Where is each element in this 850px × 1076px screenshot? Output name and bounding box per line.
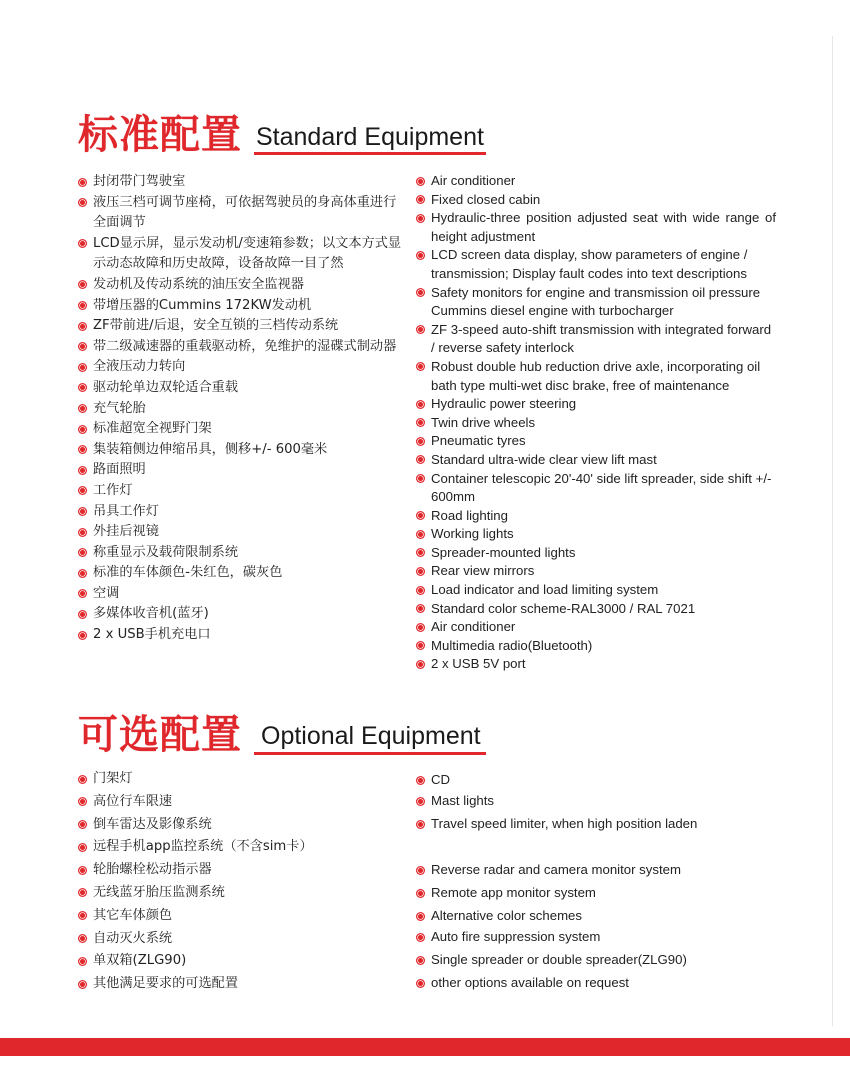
bullet-icon bbox=[78, 342, 87, 351]
list-item: Rear view mirrors bbox=[416, 562, 776, 581]
bullet-icon bbox=[78, 466, 87, 475]
list-item: Travel speed limiter, when high position laden bbox=[416, 816, 697, 832]
list-item: 无线蓝牙胎压监测系统 bbox=[78, 882, 408, 905]
list-item: 驱动轮单边双轮适合重载 bbox=[78, 378, 408, 399]
bullet-icon bbox=[416, 912, 425, 921]
list-item: 称重显示及载荷限制系统 bbox=[78, 543, 408, 564]
bullet-icon bbox=[416, 956, 425, 965]
list-item: 门架灯 bbox=[78, 768, 408, 791]
bullet-icon bbox=[78, 934, 87, 943]
list-item: 2 x USB手机充电口 bbox=[78, 625, 408, 646]
list-item: Fixed closed cabin bbox=[416, 191, 776, 210]
list-item: 高位行车限速 bbox=[78, 791, 408, 814]
list-item: 全液压动力转向 bbox=[78, 357, 408, 378]
list-item: 单双箱(ZLG90) bbox=[78, 950, 408, 973]
list-item: LCD screen data display, show parameters of engine / transmission; Display fault codes into text descriptions bbox=[416, 246, 776, 283]
bullet-icon bbox=[78, 911, 87, 920]
list-item: Road lighting bbox=[416, 507, 776, 526]
list-item: 其他满足要求的可选配置 bbox=[78, 973, 408, 996]
bullet-icon bbox=[78, 486, 87, 495]
list-item: Hydraulic power steering bbox=[416, 395, 776, 414]
bullet-icon bbox=[78, 631, 87, 640]
list-item: ZF带前进/后退，安全互锁的三档传动系统 bbox=[78, 316, 408, 337]
list-item: 标准超宽全视野门架 bbox=[78, 419, 408, 440]
list-item: Spreader-mounted lights bbox=[416, 544, 776, 563]
bullet-icon bbox=[78, 866, 87, 875]
bullet-icon bbox=[78, 178, 87, 187]
bullet-icon bbox=[416, 979, 425, 988]
list-item: 2 x USB 5V port bbox=[416, 655, 776, 674]
list-item: Alternative color schemes bbox=[416, 908, 582, 924]
list-item: 封闭带门驾驶室 bbox=[78, 172, 408, 193]
list-item: 集装箱侧边伸缩吊具，侧移+/- 600毫米 bbox=[78, 440, 408, 461]
list-item: 路面照明 bbox=[78, 460, 408, 481]
bullet-icon bbox=[78, 239, 87, 248]
list-item: Container telescopic 20'-40' side lift spreader, side shift +/- 600mm bbox=[416, 470, 776, 507]
list-item: 其它车体颜色 bbox=[78, 905, 408, 928]
standard-list-cn bbox=[78, 172, 408, 646]
list-item: 标准的车体颜色-朱红色，碳灰色 bbox=[78, 563, 408, 584]
list-item: 外挂后视镜 bbox=[78, 522, 408, 543]
list-item: Pneumatic tyres bbox=[416, 432, 776, 451]
optional-list-cn bbox=[78, 768, 408, 996]
list-item: Standard color scheme-RAL3000 / RAL 7021 bbox=[416, 600, 776, 619]
list-item: other options available on request bbox=[416, 975, 629, 991]
list-item: Hydraulic-three position adjusted seat with wide range of height adjustment bbox=[416, 209, 776, 246]
bullet-icon bbox=[78, 888, 87, 897]
bullet-icon bbox=[78, 425, 87, 434]
bullet-icon bbox=[78, 404, 87, 413]
bullet-icon bbox=[78, 797, 87, 806]
bullet-icon bbox=[416, 797, 425, 806]
list-item: 倒车雷达及影像系统 bbox=[78, 814, 408, 837]
list-item: 充气轮胎 bbox=[78, 399, 408, 420]
bullet-icon bbox=[78, 198, 87, 207]
bullet-icon bbox=[416, 820, 425, 829]
list-item: Standard ultra-wide clear view lift mast bbox=[416, 451, 776, 470]
list-item: 多媒体收音机(蓝牙) bbox=[78, 604, 408, 625]
list-item: Twin drive wheels bbox=[416, 414, 776, 433]
list-item: Multimedia radio(Bluetooth) bbox=[416, 637, 776, 656]
list-item: 工作灯 bbox=[78, 481, 408, 502]
optional-list-en bbox=[416, 0, 776, 1000]
list-item: 轮胎螺栓松动指示器 bbox=[78, 859, 408, 882]
list-item: 液压三档可调节座椅，可依据驾驶员的身高体重进行全面调节 bbox=[78, 193, 408, 234]
right-margin-line bbox=[832, 36, 833, 1026]
bullet-icon bbox=[78, 528, 87, 537]
bullet-icon bbox=[78, 301, 87, 310]
list-item: Remote app monitor system bbox=[416, 885, 596, 901]
list-item: Mast lights bbox=[416, 793, 494, 809]
bullet-icon bbox=[416, 933, 425, 942]
bullet-icon bbox=[416, 866, 425, 875]
list-item: 空调 bbox=[78, 584, 408, 605]
bullet-icon bbox=[78, 610, 87, 619]
list-item: Reverse radar and camera monitor system bbox=[416, 862, 681, 878]
bullet-icon bbox=[78, 569, 87, 578]
bullet-icon bbox=[78, 957, 87, 966]
bullet-icon bbox=[78, 589, 87, 598]
list-item: 发动机及传动系统的油压安全监视器 bbox=[78, 275, 408, 296]
list-item: 吊具工作灯 bbox=[78, 502, 408, 523]
standard-title-en: Standard Equipment bbox=[256, 123, 484, 151]
bullet-icon bbox=[78, 775, 87, 784]
bullet-icon bbox=[78, 383, 87, 392]
bullet-icon bbox=[78, 980, 87, 989]
bullet-icon bbox=[78, 363, 87, 372]
bullet-icon bbox=[78, 548, 87, 557]
list-item: LCD显示屏，显示发动机/变速箱参数；以文本方式显示动态故障和历史故障，设备故障一目了然 bbox=[78, 234, 408, 275]
list-item: Load indicator and load limiting system bbox=[416, 581, 776, 600]
bullet-icon bbox=[416, 776, 425, 785]
list-item: Working lights bbox=[416, 525, 776, 544]
bullet-icon bbox=[78, 820, 87, 829]
bullet-icon bbox=[416, 889, 425, 898]
list-item: 远程手机app监控系统（不含sim卡） bbox=[78, 836, 408, 859]
list-item: Safety monitors for engine and transmission oil pressure Cummins diesel engine with turbocharger bbox=[416, 284, 776, 321]
list-item: Air conditioner bbox=[416, 618, 776, 637]
list-item: CD bbox=[416, 772, 450, 788]
optional-title-en: Optional Equipment bbox=[261, 722, 481, 750]
list-item: 带二级减速器的重载驱动桥，免维护的湿碟式制动器 bbox=[78, 337, 408, 358]
list-item: 带增压器的Cummins 172KW发动机 bbox=[78, 296, 408, 317]
bullet-icon bbox=[78, 280, 87, 289]
bullet-icon bbox=[78, 843, 87, 852]
bullet-icon bbox=[78, 445, 87, 454]
bullet-icon bbox=[78, 322, 87, 331]
bullet-icon bbox=[78, 507, 87, 516]
list-item: ZF 3-speed auto-shift transmission with integrated forward / reverse safety interlock bbox=[416, 321, 776, 358]
list-item: Robust double hub reduction drive axle, incorporating oil bath type multi-wet disc brake, free of maintenance bbox=[416, 358, 776, 395]
optional-title-cn: 可选配置 bbox=[78, 712, 242, 758]
standard-title-cn: 标准配置 bbox=[78, 112, 242, 158]
list-item: Single spreader or double spreader(ZLG90) bbox=[416, 952, 687, 968]
bottom-accent-bar bbox=[0, 1038, 850, 1056]
list-item: 自动灭火系统 bbox=[78, 928, 408, 951]
list-item: Auto fire suppression system bbox=[416, 929, 600, 945]
list-item: Air conditioner bbox=[416, 172, 776, 191]
